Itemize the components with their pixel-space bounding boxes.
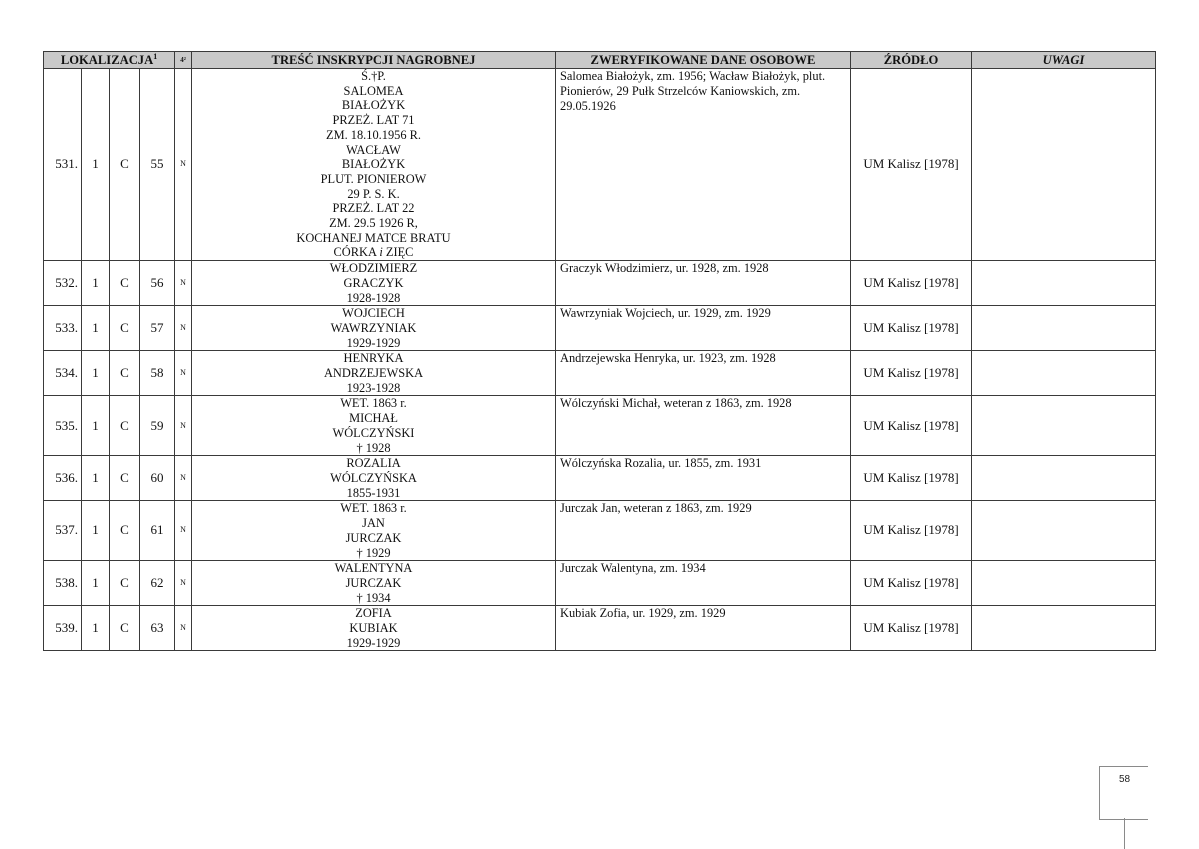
location-grave-number: 58 (140, 351, 175, 396)
verified-data-cell: Kubiak Zofia, ur. 1929, zm. 1929 (556, 606, 851, 651)
row-number: 531. (44, 69, 82, 261)
location-grave-number: 59 (140, 396, 175, 456)
location-quarter: C (110, 456, 140, 501)
inscription-line: 29 P. S. K. (347, 186, 400, 201)
flag-cell: N (175, 456, 192, 501)
flag-cell: N (175, 396, 192, 456)
inscription-line: WAWRZYNIAK (330, 320, 417, 335)
inscription-line: PRZEŻ. LAT 22 (332, 201, 415, 216)
location-section: 1 (82, 606, 110, 651)
inscription-line: † 1929 (356, 545, 391, 560)
table-row (44, 396, 1156, 456)
flag-cell: N (175, 261, 192, 306)
inscription-line: SALOMEA (343, 83, 404, 98)
location-grave-number: 60 (140, 456, 175, 501)
header-flag: 4² (175, 52, 192, 69)
row-number: 538. (44, 561, 82, 606)
inscription-line: Ś.†P. (361, 69, 386, 83)
inscription-line: BIAŁOŻYK (341, 157, 406, 172)
verified-data-cell: Andrzejewska Henryka, ur. 1923, zm. 1928 (556, 351, 851, 396)
location-quarter: C (110, 606, 140, 651)
inscription-cell (192, 396, 556, 456)
verified-data-cell: Wawrzyniak Wojciech, ur. 1929, zm. 1929 (556, 306, 851, 351)
inscription-line: WŁODZIMIERZ (329, 261, 418, 276)
row-number: 536. (44, 456, 82, 501)
inscription-line: HENRYKA (343, 351, 404, 366)
table-row (44, 501, 1156, 561)
inscription-cell (192, 501, 556, 561)
row-number: 533. (44, 306, 82, 351)
inscription-line: CÓRKA i ZIĘC (333, 245, 414, 260)
source-cell: UM Kalisz [1978] (851, 351, 972, 396)
location-grave-number: 55 (140, 69, 175, 261)
verified-data-cell: Jurczak Jan, weteran z 1863, zm. 1929 (556, 501, 851, 561)
inscription-line: 1929-1929 (346, 335, 401, 350)
notes-cell (972, 261, 1156, 306)
location-section: 1 (82, 396, 110, 456)
inscription-line: † 1928 (356, 440, 391, 455)
source-cell: UM Kalisz [1978] (851, 561, 972, 606)
table-row (44, 69, 1156, 261)
header-row (44, 52, 1156, 69)
inscription-line: WÓLCZYŃSKA (330, 470, 417, 485)
location-section: 1 (82, 456, 110, 501)
source-cell: UM Kalisz [1978] (851, 69, 972, 261)
row-number: 535. (44, 396, 82, 456)
row-number: 532. (44, 261, 82, 306)
location-quarter: C (110, 501, 140, 561)
location-quarter: C (110, 561, 140, 606)
table-row (44, 561, 1156, 606)
header-source: ŹRÓDŁO (851, 52, 972, 69)
inscription-line: ZM. 29.5 1926 R, (329, 216, 418, 231)
inscription-line: WÓLCZYŃSKI (332, 425, 415, 440)
location-section: 1 (82, 561, 110, 606)
header-notes: UWAGI (972, 52, 1156, 69)
inscription-line: ROZALIA (346, 456, 401, 471)
location-quarter: C (110, 351, 140, 396)
notes-cell (972, 306, 1156, 351)
page-number-box (1099, 766, 1148, 820)
notes-cell (972, 606, 1156, 651)
location-quarter: C (110, 306, 140, 351)
inscription-line: WET. 1863 r. (340, 501, 407, 516)
source-cell: UM Kalisz [1978] (851, 261, 972, 306)
location-grave-number: 57 (140, 306, 175, 351)
inscription-line: JAN (362, 516, 385, 531)
inscription-line: ANDRZEJEWSKA (323, 366, 424, 381)
flag-cell: N (175, 606, 192, 651)
table-row (44, 306, 1156, 351)
row-number: 537. (44, 501, 82, 561)
flag-cell: N (175, 351, 192, 396)
location-quarter: C (110, 396, 140, 456)
header-verified-data: ZWERYFIKOWANE DANE OSOBOWE (556, 52, 851, 69)
flag-cell: N (175, 69, 192, 261)
inscription-line: WET. 1863 r. (340, 396, 407, 411)
location-grave-number: 61 (140, 501, 175, 561)
verified-data-cell: Wólczyńska Rozalia, ur. 1855, zm. 1931 (556, 456, 851, 501)
inscription-line: † 1934 (356, 590, 391, 605)
inscription-line: ZOFIA (355, 606, 392, 621)
inscription-line: WOJCIECH (342, 306, 405, 321)
inscription-cell (192, 606, 556, 651)
location-grave-number: 56 (140, 261, 175, 306)
source-cell: UM Kalisz [1978] (851, 606, 972, 651)
inscription-line: ZM. 18.10.1956 R. (326, 127, 421, 142)
inscription-cell (192, 561, 556, 606)
notes-cell (972, 501, 1156, 561)
page-divider-line (1124, 818, 1125, 849)
location-quarter: C (110, 69, 140, 261)
location-section: 1 (82, 501, 110, 561)
location-grave-number: 62 (140, 561, 175, 606)
verified-data-cell: Wólczyński Michał, weteran z 1863, zm. 1928 (556, 396, 851, 456)
location-grave-number: 63 (140, 606, 175, 651)
verified-data-cell: Salomea Białożyk, zm. 1956; Wacław Białożyk, plut. Pionierów, 29 Pułk Strzelców Kaniowskich, zm. 29.05.1926 (556, 69, 851, 261)
notes-cell (972, 396, 1156, 456)
location-section: 1 (82, 261, 110, 306)
inscription-line: WACŁAW (346, 142, 401, 157)
inscription-cell (192, 456, 556, 501)
inscription-line: PRZEŻ. LAT 71 (332, 113, 415, 128)
location-quarter: C (110, 261, 140, 306)
source-cell: UM Kalisz [1978] (851, 456, 972, 501)
table-row (44, 351, 1156, 396)
notes-cell (972, 561, 1156, 606)
inscription-line: BIAŁOŻYK (341, 98, 406, 113)
inscription-line: KOCHANEJ MATCE BRATU (296, 230, 451, 245)
notes-cell (972, 351, 1156, 396)
flag-cell: N (175, 306, 192, 351)
header-inscription: TREŚĆ INSKRYPCJI NAGROBNEJ (192, 52, 556, 69)
inscription-cell (192, 261, 556, 306)
table-row (44, 456, 1156, 501)
table-row (44, 606, 1156, 651)
inscription-cell (192, 306, 556, 351)
flag-cell: N (175, 561, 192, 606)
inscription-line: JURCZAK (345, 530, 402, 545)
inscription-cell (192, 69, 556, 261)
inscription-line: 1855-1931 (346, 485, 401, 500)
verified-data-cell: Graczyk Włodzimierz, ur. 1928, zm. 1928 (556, 261, 851, 306)
table-body (44, 69, 1156, 651)
row-number: 539. (44, 606, 82, 651)
notes-cell (972, 69, 1156, 261)
inscription-line: MICHAŁ (349, 411, 398, 426)
flag-cell: N (175, 501, 192, 561)
location-section: 1 (82, 351, 110, 396)
inscription-line: 1923-1928 (346, 380, 401, 395)
source-cell: UM Kalisz [1978] (851, 501, 972, 561)
footnote-marker: 1 (153, 51, 158, 61)
table-row (44, 261, 1156, 306)
inscription-line: WALENTYNA (334, 561, 413, 576)
location-section: 1 (82, 69, 110, 261)
verified-data-cell: Jurczak Walentyna, zm. 1934 (556, 561, 851, 606)
grave-inventory-table (43, 51, 1156, 651)
row-number: 534. (44, 351, 82, 396)
location-section: 1 (82, 306, 110, 351)
inscription-line: 1928-1928 (346, 290, 401, 305)
page-number: 58 (1119, 774, 1131, 785)
source-cell: UM Kalisz [1978] (851, 396, 972, 456)
notes-cell (972, 456, 1156, 501)
inscription-cell (192, 351, 556, 396)
source-cell: UM Kalisz [1978] (851, 306, 972, 351)
inscription-line: KUBIAK (349, 621, 398, 636)
header-lokalizacja: LOKALIZACJA$^1$ (44, 52, 175, 69)
inscription-line: GRACZYK (343, 275, 404, 290)
inscription-line: 1929-1929 (346, 635, 401, 650)
inscription-line: PLUT. PIONIEROW (320, 171, 427, 186)
inscription-line: JURCZAK (345, 575, 402, 590)
